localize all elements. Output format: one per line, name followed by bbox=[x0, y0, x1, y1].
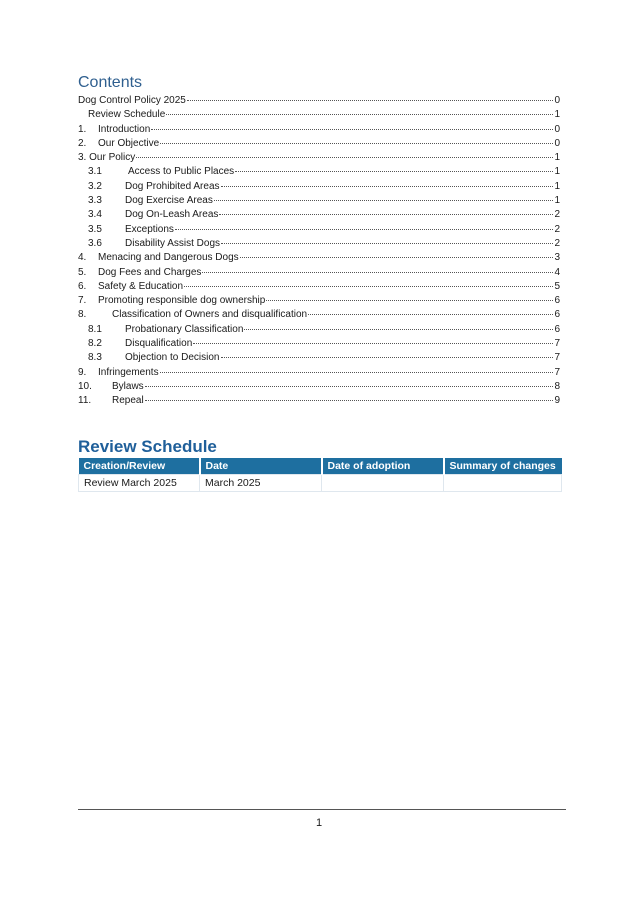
toc-entry-page: 3 bbox=[554, 252, 560, 264]
toc-dot-leader bbox=[175, 228, 554, 230]
toc-entry-number: 11. bbox=[78, 395, 92, 407]
review-schedule-table bbox=[78, 458, 562, 492]
page-number: 1 bbox=[315, 817, 323, 829]
contents-heading: Contents bbox=[78, 74, 143, 91]
toc-dot-leader bbox=[193, 342, 553, 344]
toc-entry-number: 9. bbox=[78, 366, 87, 378]
toc-entry-title: Promoting responsible dog ownership bbox=[98, 295, 266, 307]
toc-entry-title: 3. Our Policy bbox=[78, 152, 136, 164]
toc-entry-title: Dog On-Leash Areas bbox=[125, 209, 219, 221]
toc-dot-leader bbox=[151, 128, 553, 130]
toc-entry-page: 7 bbox=[554, 366, 560, 378]
toc-entry-number: 3.4 bbox=[88, 209, 102, 221]
toc-entry[interactable] bbox=[78, 94, 560, 108]
toc-entry-number: 1. bbox=[78, 123, 87, 135]
toc-entry[interactable] bbox=[78, 108, 560, 122]
toc-entry-number: 3.2 bbox=[88, 180, 102, 192]
toc-dot-leader bbox=[145, 399, 554, 401]
toc-entry[interactable] bbox=[78, 237, 560, 251]
toc-entry-page: 1 bbox=[554, 166, 560, 178]
toc-entry-number: 6. bbox=[78, 280, 87, 292]
toc-entry[interactable] bbox=[78, 380, 560, 394]
toc-entry[interactable] bbox=[78, 351, 560, 365]
toc-entry-title: Menacing and Dangerous Dogs bbox=[98, 252, 239, 264]
toc-entry-page: 2 bbox=[554, 223, 560, 235]
toc-entry-number: 2. bbox=[78, 137, 87, 149]
table-of-contents bbox=[78, 94, 560, 409]
toc-entry-title: Probationary Classification bbox=[125, 323, 244, 335]
toc-entry-number: 4. bbox=[78, 252, 87, 264]
toc-entry[interactable] bbox=[78, 266, 560, 280]
toc-entry-number: 10. bbox=[78, 380, 92, 392]
toc-dot-leader bbox=[221, 242, 553, 244]
toc-entry-page: 8 bbox=[554, 380, 560, 392]
toc-entry[interactable] bbox=[78, 337, 560, 351]
toc-entry-title: Repeal bbox=[112, 395, 144, 407]
toc-entry-title: Dog Control Policy 2025 bbox=[78, 95, 186, 106]
toc-entry-number: 3.3 bbox=[88, 195, 102, 207]
table-cell: Review March 2025 bbox=[79, 475, 200, 492]
toc-entry[interactable] bbox=[78, 208, 560, 222]
toc-entry-page: 0 bbox=[554, 123, 560, 135]
toc-entry-title: Classification of Owners and disqualification bbox=[112, 309, 308, 321]
toc-entry[interactable] bbox=[78, 137, 560, 151]
toc-entry-page: 1 bbox=[554, 152, 560, 164]
review-schedule-header-row bbox=[79, 458, 562, 475]
toc-entry-title: Dog Fees and Charges bbox=[98, 266, 202, 278]
review-schedule-heading: Review Schedule bbox=[78, 437, 217, 456]
toc-entry-page: 7 bbox=[554, 338, 560, 350]
toc-entry-number: 3.6 bbox=[88, 237, 102, 249]
toc-entry-page: 6 bbox=[554, 309, 560, 321]
toc-dot-leader bbox=[235, 170, 553, 172]
toc-entry[interactable] bbox=[78, 308, 560, 322]
toc-entry-page: 6 bbox=[554, 295, 560, 307]
toc-entry-number: 3.5 bbox=[88, 223, 102, 235]
table-cell bbox=[444, 475, 562, 492]
toc-entry-page: 6 bbox=[554, 323, 560, 335]
toc-entry-title: Exceptions bbox=[125, 223, 174, 235]
toc-entry-number: 8.3 bbox=[88, 352, 102, 364]
toc-dot-leader bbox=[187, 99, 554, 101]
toc-dot-leader bbox=[160, 371, 554, 373]
toc-entry[interactable] bbox=[78, 123, 560, 137]
toc-entry-page: 1 bbox=[554, 180, 560, 192]
toc-entry-page: 0 bbox=[554, 95, 560, 106]
toc-entry[interactable] bbox=[78, 194, 560, 208]
toc-entry[interactable] bbox=[78, 394, 560, 408]
table-cell: March 2025 bbox=[200, 475, 322, 492]
toc-entry[interactable] bbox=[78, 251, 560, 265]
toc-entry-number: 8.1 bbox=[88, 323, 102, 335]
column-header-summary-of-changes: Summary of changes bbox=[444, 458, 562, 475]
toc-entry-title: Review Schedule bbox=[88, 109, 166, 121]
toc-entry-page: 5 bbox=[554, 280, 560, 292]
toc-entry-title: Objection to Decision bbox=[125, 352, 220, 364]
toc-entry-title: Our Objective bbox=[98, 137, 160, 149]
toc-dot-leader bbox=[266, 299, 553, 301]
toc-entry-title: Bylaws bbox=[112, 380, 144, 392]
toc-dot-leader bbox=[145, 385, 554, 387]
toc-dot-leader bbox=[214, 199, 554, 201]
toc-entry[interactable] bbox=[78, 323, 560, 337]
column-header-date-of-adoption: Date of adoption bbox=[322, 458, 444, 475]
toc-entry-title: Dog Prohibited Areas bbox=[125, 180, 220, 192]
toc-dot-leader bbox=[240, 256, 554, 258]
toc-dot-leader bbox=[184, 285, 553, 287]
toc-entry-page: 2 bbox=[554, 237, 560, 249]
toc-entry-page: 0 bbox=[554, 137, 560, 149]
toc-dot-leader bbox=[221, 185, 554, 187]
toc-entry[interactable] bbox=[78, 180, 560, 194]
toc-dot-leader bbox=[308, 313, 553, 315]
toc-dot-leader bbox=[160, 142, 553, 144]
toc-entry-number: 5. bbox=[78, 266, 87, 278]
table-cell bbox=[322, 475, 444, 492]
toc-entry[interactable] bbox=[78, 151, 560, 165]
toc-entry-number: 7. bbox=[78, 295, 87, 307]
toc-entry[interactable] bbox=[78, 223, 560, 237]
toc-dot-leader bbox=[136, 156, 553, 158]
toc-entry-page: 4 bbox=[554, 266, 560, 278]
toc-entry[interactable] bbox=[78, 366, 560, 380]
toc-entry-page: 9 bbox=[554, 395, 560, 407]
toc-entry[interactable] bbox=[78, 165, 560, 179]
toc-entry-page: 1 bbox=[554, 195, 560, 207]
toc-dot-leader bbox=[166, 113, 553, 115]
toc-entry-title: Infringements bbox=[98, 366, 159, 378]
toc-entry-number: 8.2 bbox=[88, 338, 102, 350]
toc-dot-leader bbox=[221, 356, 554, 358]
toc-entry-title: Disability Assist Dogs bbox=[125, 237, 221, 249]
toc-entry-title: Disqualification bbox=[125, 338, 193, 350]
table-row bbox=[79, 475, 562, 492]
toc-dot-leader bbox=[202, 271, 553, 273]
toc-entry-title: Safety & Education bbox=[98, 280, 184, 292]
toc-entry-title: Access to Public Places bbox=[128, 166, 235, 178]
toc-entry-number: 3.1 bbox=[88, 166, 102, 178]
toc-entry-page: 1 bbox=[554, 109, 560, 121]
toc-entry-page: 2 bbox=[554, 209, 560, 221]
column-header-creation-review: Creation/Review bbox=[79, 458, 200, 475]
footer-divider bbox=[78, 809, 566, 810]
toc-entry-title: Introduction bbox=[98, 123, 151, 135]
toc-entry-page: 7 bbox=[554, 352, 560, 364]
toc-entry[interactable] bbox=[78, 280, 560, 294]
toc-dot-leader bbox=[219, 213, 553, 215]
toc-entry-number: 8. bbox=[78, 309, 87, 321]
toc-entry[interactable] bbox=[78, 294, 560, 308]
toc-dot-leader bbox=[244, 328, 553, 330]
column-header-date: Date bbox=[200, 458, 322, 475]
toc-entry-title: Dog Exercise Areas bbox=[125, 195, 213, 207]
